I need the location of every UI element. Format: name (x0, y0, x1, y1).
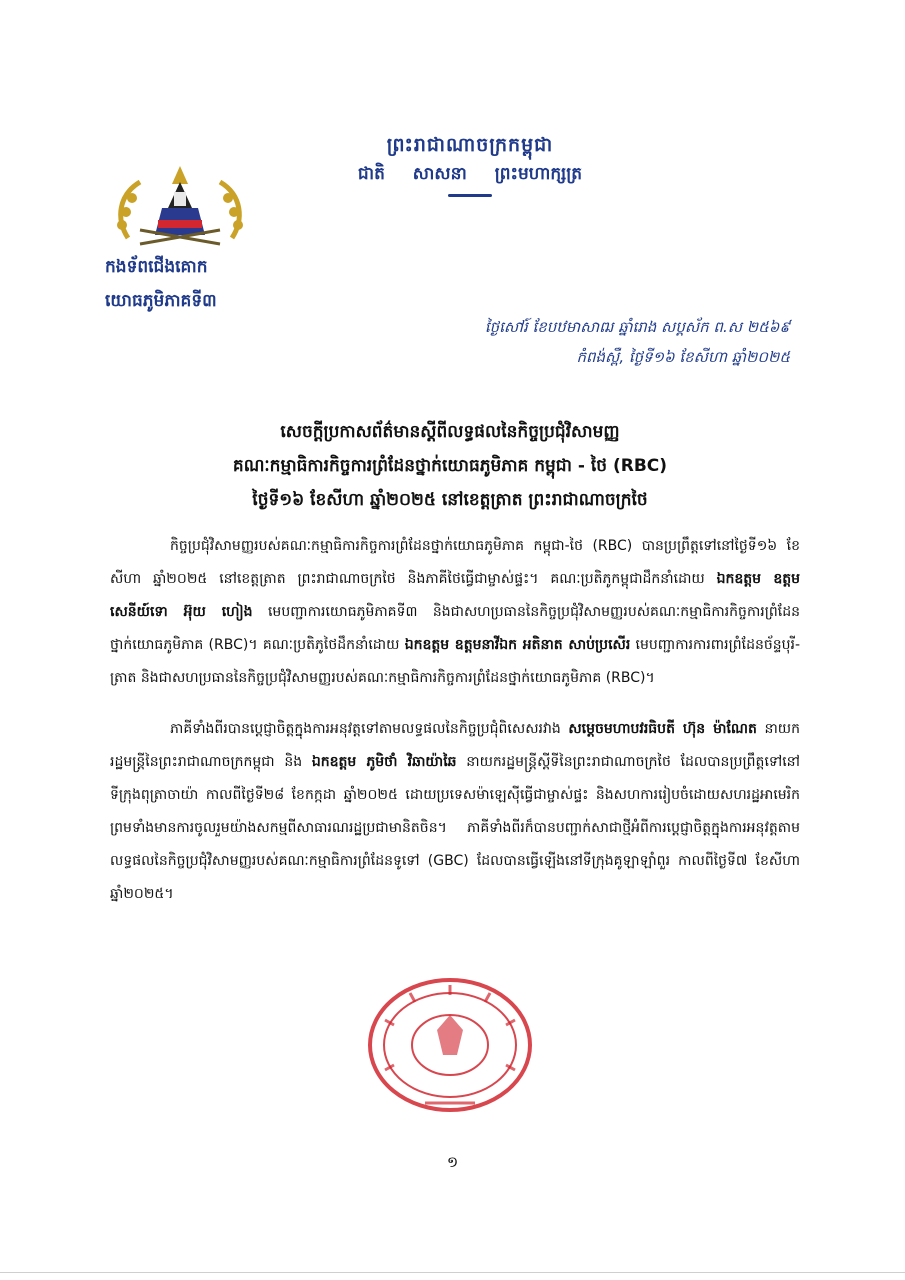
motto-king: ព្រះមហាក្សត្រ (494, 164, 583, 184)
motto-divider (448, 194, 492, 197)
paragraph-1-text-c: មេបញ្ជាការការពារព្រំដែនច័ន្ទបុរី-ត្រាត និងជាសហប្រធាននៃកិច្ចប្រជុំវិសាមញ្ញរបស់គណៈកម្មាធិការកិច្ចការព្រំដែនថ្នាក់យោធភូមិភាគ (RBC)។ (110, 637, 801, 686)
cambodian-delegation-head: ឯកឧត្តម ឧត្តមសេនីយ៍ទោ អ៊ុយ ហៀង (110, 571, 801, 620)
paragraph-2-text-c: នាយករដ្ឋមន្ត្រីស្តីទីនៃព្រះរាជាណាចក្រថៃ ដែលបានប្រព្រឹត្តទៅនៅទីក្រុងពុត្រាចាយ៉ា កាលពីថ្ងៃទី២៨ ខែកក្កដា ឆ្នាំ២០២៥ ដោយប្រទេសម៉ាឡេស៊ីធ្វើជាម្ចាស់ផ្ទះ និងសហការរៀបចំដោយសហរដ្ឋអាមេរិក ព្រមទាំងមានការចូលរួមយ៉ាងសកម្មពីសាធារណរដ្ឋប្រជាមានិតចិន។ ភាគីទាំងពីរក៏បានបញ្ជាក់សាជាថ្មីអំពីការប្តេជ្ញាចិត្តក្នុងការអនុវត្តតាមលទ្ធផលនៃកិច្ចប្រជុំវិសាមញ្ញរបស់គណៈកម្មាធិការព្រំដែនទូទៅ (GBC) ដែលបានធ្វើឡើងនៅទីក្រុងគូឡាឡាំពួរ កាលពីថ្ងៃទី៧ ខែសីហា ឆ្នាំ២០២៥។ (110, 754, 800, 902)
unit-name (105, 250, 305, 318)
motto-religion: សាសនា (412, 164, 467, 184)
official-seal-icon (365, 975, 535, 1115)
paragraph-1-text-b: មេបញ្ជាការយោធភូមិភាគទី៣ និងជាសហប្រធាននៃកិច្ចប្រជុំវិសាមញ្ញរបស់គណៈកម្មាធិការកិច្ចការព្រំដែនថ្នាក់យោធភូមិភាគ (RBC)។ គណៈប្រតិភូថៃដឹកនាំដោយ (110, 604, 800, 653)
kingdom-header (320, 130, 620, 197)
date-block (380, 312, 790, 372)
paragraph-1 (110, 530, 800, 695)
paragraph-2-text-a: ភាគីទាំងពីរបានប្តេជ្ញាចិត្តក្នុងការអនុវត្តទៅតាមលទ្ធផលនៃកិច្ចប្រជុំពិសេសរវាង (170, 721, 569, 737)
thai-delegation-head: ឯកឧត្តម ឧត្តមនាវីឯក អតិនាត សាប់ប្រសើរ (404, 637, 631, 653)
paragraph-2 (110, 713, 800, 911)
national-motto (320, 160, 620, 188)
title-line-1: សេចក្តីប្រកាសព័ត៌មានស្តីពីលទ្ធផលនៃកិច្ចប្រជុំវិសាមញ្ញ (280, 422, 620, 442)
page-bottom-edge (0, 1272, 905, 1273)
unit-name-region: យោធភូមិភាគទី៣ (105, 291, 217, 311)
title-line-3: ថ្ងៃទី១៦ ខែសីហា ឆ្នាំ២០២៥ នៅខេត្តត្រាត ព្រះរាជាណាចក្រថៃ (252, 490, 648, 510)
army-emblem-icon (110, 160, 250, 250)
kingdom-title: ព្រះរាជាណាចក្រកម្ពុជា (386, 134, 554, 156)
page-number: ១ (446, 1153, 459, 1171)
paragraph-2-text-b: នាយករដ្ឋមន្ត្រីនៃព្រះរាជាណាចក្រកម្ពុជា និង (110, 721, 800, 770)
thai-prime-minister: ឯកឧត្តម ភូមិថាំ វិឆាយ៉ាឆៃ (311, 754, 457, 770)
cambodian-prime-minister: សម្តេចមហាបវរធិបតី ហ៊ុន ម៉ាណែត (568, 721, 757, 737)
lunar-date: ថ្ងៃសៅរ៍ ខែបឋមាសាឍ ឆ្នាំរោង សប្តស័ក ព.ស ២៥៦៩ (484, 318, 790, 336)
motto-nation: ជាតិ (357, 164, 385, 184)
document-body (110, 530, 800, 911)
unit-name-army: កងទ័ពជើងគោក (105, 257, 208, 277)
document-title (110, 415, 790, 517)
title-line-2: គណៈកម្មាធិការកិច្ចការព្រំដែនថ្នាក់យោធភូមិភាគ កម្ពុជា - ថៃ (RBC) (232, 456, 668, 476)
paragraph-1-text-a: កិច្ចប្រជុំវិសាមញ្ញរបស់គណៈកម្មាធិការកិច្ចការព្រំដែនថ្នាក់យោធភូមិភាគ កម្ពុជា-ថៃ (RBC) បានប្រព្រឹត្តទៅនៅថ្ងៃទី១៦ ខែសីហា ឆ្នាំ២០២៥ នៅខេត្តត្រាត ព្រះរាជាណាចក្រថៃ និងភាគីថៃធ្វើជាម្ចាស់ផ្ទះ។ គណៈប្រតិភូកម្ពុជាដឹកនាំដោយ (110, 538, 800, 587)
solar-date: កំពង់ស្ពឺ, ថ្ងៃទី១៦ ខែសីហា ឆ្នាំ២០២៥ (576, 348, 790, 366)
